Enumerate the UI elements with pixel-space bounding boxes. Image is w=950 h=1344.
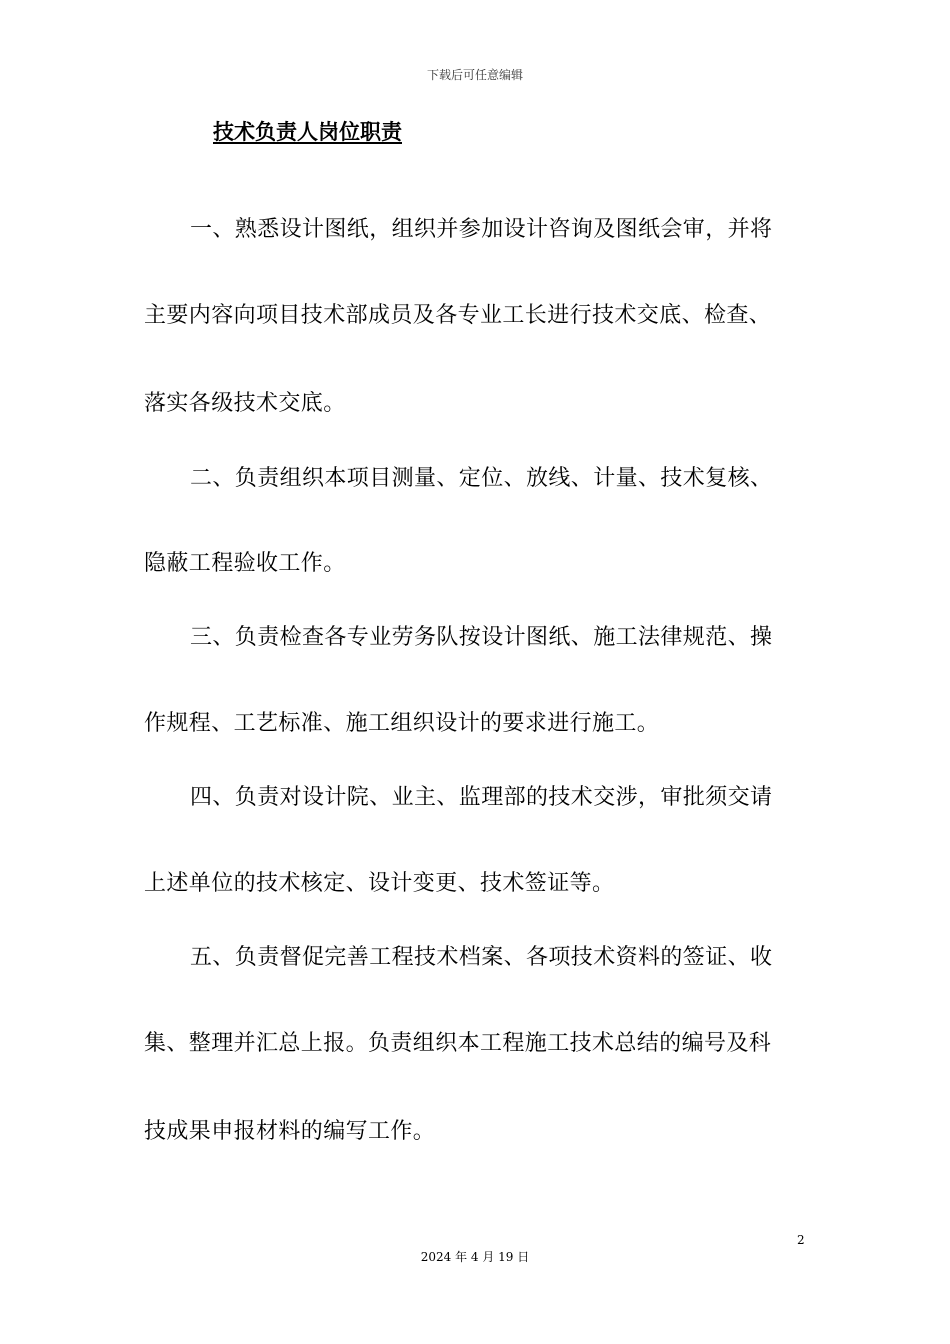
paragraph-3-line-2: 作规程、工艺标准、施工组织设计的要求进行施工。	[144, 711, 660, 736]
paragraph-1-line-3: 落实各级技术交底。	[144, 391, 346, 416]
paragraph-5-line-3: 技成果申报材料的编写工作。	[144, 1119, 436, 1144]
paragraph-5-line-1: 五、负责督促完善工程技术档案、各项技术资料的签证、收	[190, 945, 773, 970]
paragraph-5-line-2: 集、整理并汇总上报。负责组织本工程施工技术总结的编号及科	[144, 1031, 772, 1056]
document-title: 技术负责人岗位职责	[213, 120, 402, 144]
paragraph-4-line-1: 四、负责对设计院、业主、监理部的技术交涉，审批须交请	[190, 785, 773, 810]
page-number: 2	[797, 1233, 805, 1247]
paragraph-3-line-1: 三、负责检查各专业劳务队按设计图纸、施工法律规范、操	[190, 625, 773, 650]
paragraph-2-line-1: 二、负责组织本项目测量、定位、放线、计量、技术复核、	[190, 466, 773, 491]
paragraph-2-line-2: 隐蔽工程验收工作。	[144, 551, 346, 576]
paragraph-4-line-2: 上述单位的技术核定、设计变更、技术签证等。	[144, 871, 615, 896]
paragraph-1-line-1: 一、熟悉设计图纸，组织并参加设计咨询及图纸会审，并将	[190, 217, 773, 242]
header-note: 下载后可任意编辑	[426, 68, 523, 82]
paragraph-1-line-2: 主要内容向项目技术部成员及各专业工长进行技术交底、检查、	[144, 303, 772, 328]
footer-date: 2024 年 4 月 19 日	[420, 1250, 530, 1264]
